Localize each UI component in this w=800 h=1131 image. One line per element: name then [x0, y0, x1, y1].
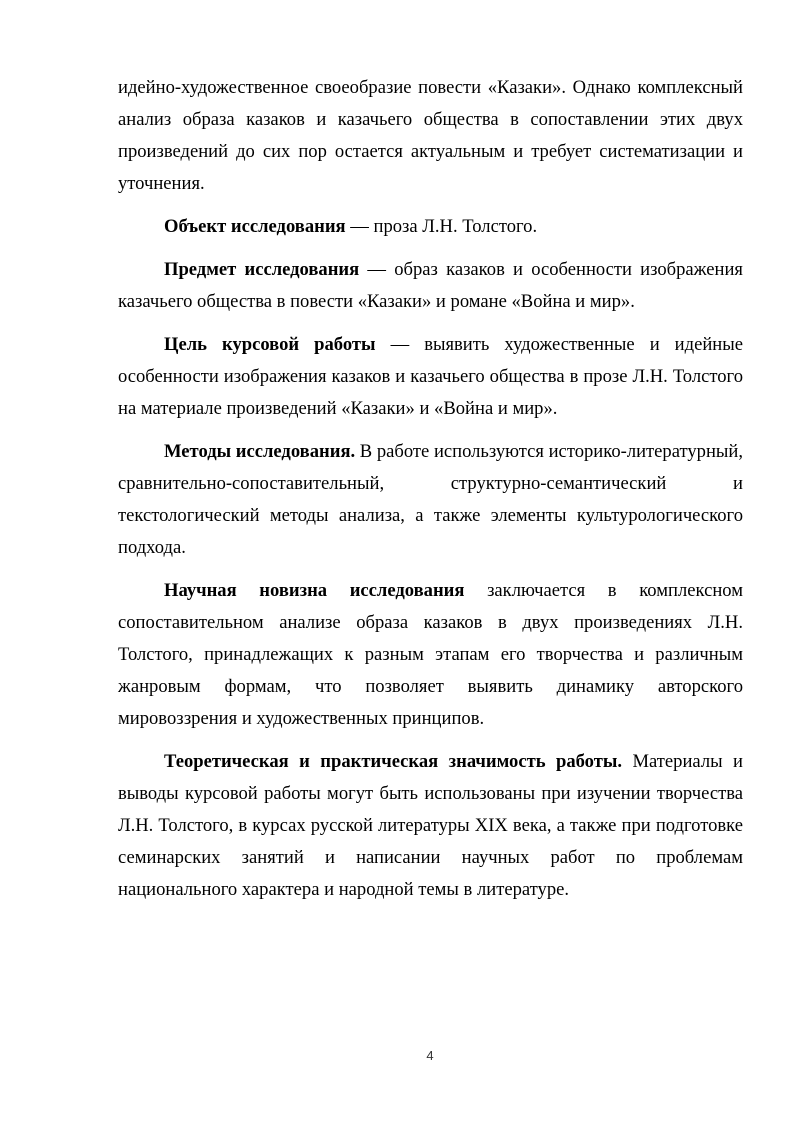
paragraph-heading: Объект исследования	[164, 216, 346, 237]
paragraph-heading: Цель курсовой работы	[164, 334, 376, 355]
paragraph-subject	[118, 254, 743, 318]
paragraph-novelty	[118, 575, 743, 735]
paragraph-object	[118, 211, 743, 243]
paragraph-heading: Научная новизна исследования	[164, 580, 465, 601]
paragraph-significance	[118, 746, 743, 906]
paragraph-heading: Предмет исследования	[164, 259, 360, 280]
paragraph-text: заключается в комплексном сопоставительном анализе образа казаков в двух произведениях Л.Н. Толстого, принадлежащих к разным этапам его творчества и различным жанровым формам, что позволяет выявить динамику авторского мировоззрения и художественных принципов.	[118, 580, 743, 729]
paragraph-text: — образ казаков и особенности изображения казачьего общества в повести «Казаки» и романе «Война и мир».	[118, 259, 743, 312]
paragraph-goal	[118, 329, 743, 425]
document-page	[118, 72, 743, 917]
paragraph-intro-continuation	[118, 72, 743, 200]
paragraph-text: — выявить художественные и идейные особенности изображения казаков и казачьего общества в прозе Л.Н. Толстого на материале произведений «Казаки» и «Война и мир».	[118, 334, 743, 419]
paragraph-text: идейно-художественное своеобразие повести «Казаки». Однако комплексный анализ образа казаков и казачьего общества в сопоставлении этих двух произведений до сих пор остается актуальным и требует систематизации и уточнения.	[118, 77, 743, 194]
paragraph-heading: Теоретическая и практическая значимость работы.	[164, 751, 623, 772]
paragraph-methods	[118, 436, 743, 564]
paragraph-text: Материалы и выводы курсовой работы могут быть использованы при изучении творчества Л.Н. Толстого, в курсах русской литературы XIX века, а также при подготовке семинарских занятий и написании научных работ по проблемам национального характера и народной темы в литературе.	[118, 751, 743, 900]
paragraph-text: В работе используются историко-литературный, сравнительно-сопоставительный, структурно-семантический и текстологический методы анализа, а также элементы культурологического подхода.	[118, 441, 744, 558]
paragraph-text: — проза Л.Н. Толстого.	[345, 216, 538, 237]
page-number: 4	[426, 1048, 434, 1063]
paragraph-heading: Методы исследования.	[164, 441, 356, 462]
